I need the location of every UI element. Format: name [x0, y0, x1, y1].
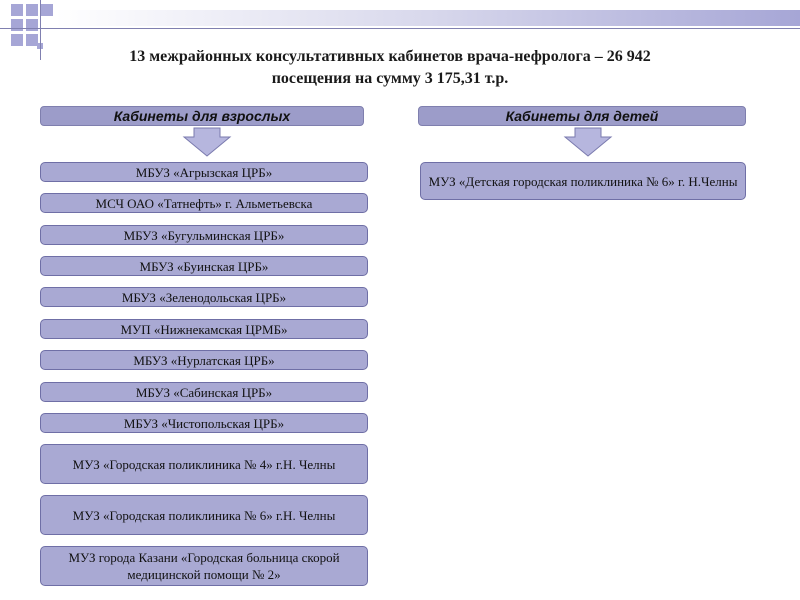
adult-clinic-box: МБУЗ «Сабинская ЦРБ»	[40, 382, 368, 402]
page-title	[40, 46, 740, 90]
adult-clinic-box: МБУЗ «Агрызская ЦРБ»	[40, 162, 368, 182]
deco-square	[26, 19, 38, 31]
adult-clinic-box: МУЗ «Городская поликлиника № 6» г.Н. Челны	[40, 495, 368, 535]
title-line-1: 13 межрайонных консультативных кабинетов врача-нефролога – 26 942	[129, 48, 651, 65]
children-header: Кабинеты для детей	[418, 106, 746, 126]
adult-clinic-box: МУП «Нижнекамская ЦРМБ»	[40, 319, 368, 339]
adult-clinic-box: МБУЗ «Чистопольская ЦРБ»	[40, 413, 368, 433]
deco-horizontal-line	[0, 28, 800, 29]
adult-clinic-box: МУЗ города Казани «Городская больница скорой медицинской помощи № 2»	[40, 546, 368, 586]
children-clinic-box: МУЗ «Детская городская поликлиника № 6» г. Н.Челны	[420, 162, 746, 200]
adult-clinic-box: МБУЗ «Нурлатская ЦРБ»	[40, 350, 368, 370]
adult-clinic-box: МБУЗ «Зеленодольская ЦРБ»	[40, 287, 368, 307]
title-line-2: посещения на сумму 3 175,31 т.р.	[271, 70, 509, 87]
top-decoration-bar	[55, 8, 800, 30]
adults-header: Кабинеты для взрослых	[40, 106, 364, 126]
deco-square	[11, 34, 23, 46]
adult-clinic-box: МБУЗ «Бугульминская ЦРБ»	[40, 225, 368, 245]
down-arrow-icon	[182, 127, 232, 157]
deco-square	[26, 4, 38, 16]
deco-square	[11, 19, 23, 31]
adult-clinic-box: МСЧ ОАО «Татнефть» г. Альметьевска	[40, 193, 368, 213]
deco-square	[11, 4, 23, 16]
adult-clinic-box: МБУЗ «Буинская ЦРБ»	[40, 256, 368, 276]
adult-clinic-box: МУЗ «Городская поликлиника № 4» г.Н. Челны	[40, 444, 368, 484]
deco-square	[41, 4, 53, 16]
down-arrow-icon	[563, 127, 613, 157]
